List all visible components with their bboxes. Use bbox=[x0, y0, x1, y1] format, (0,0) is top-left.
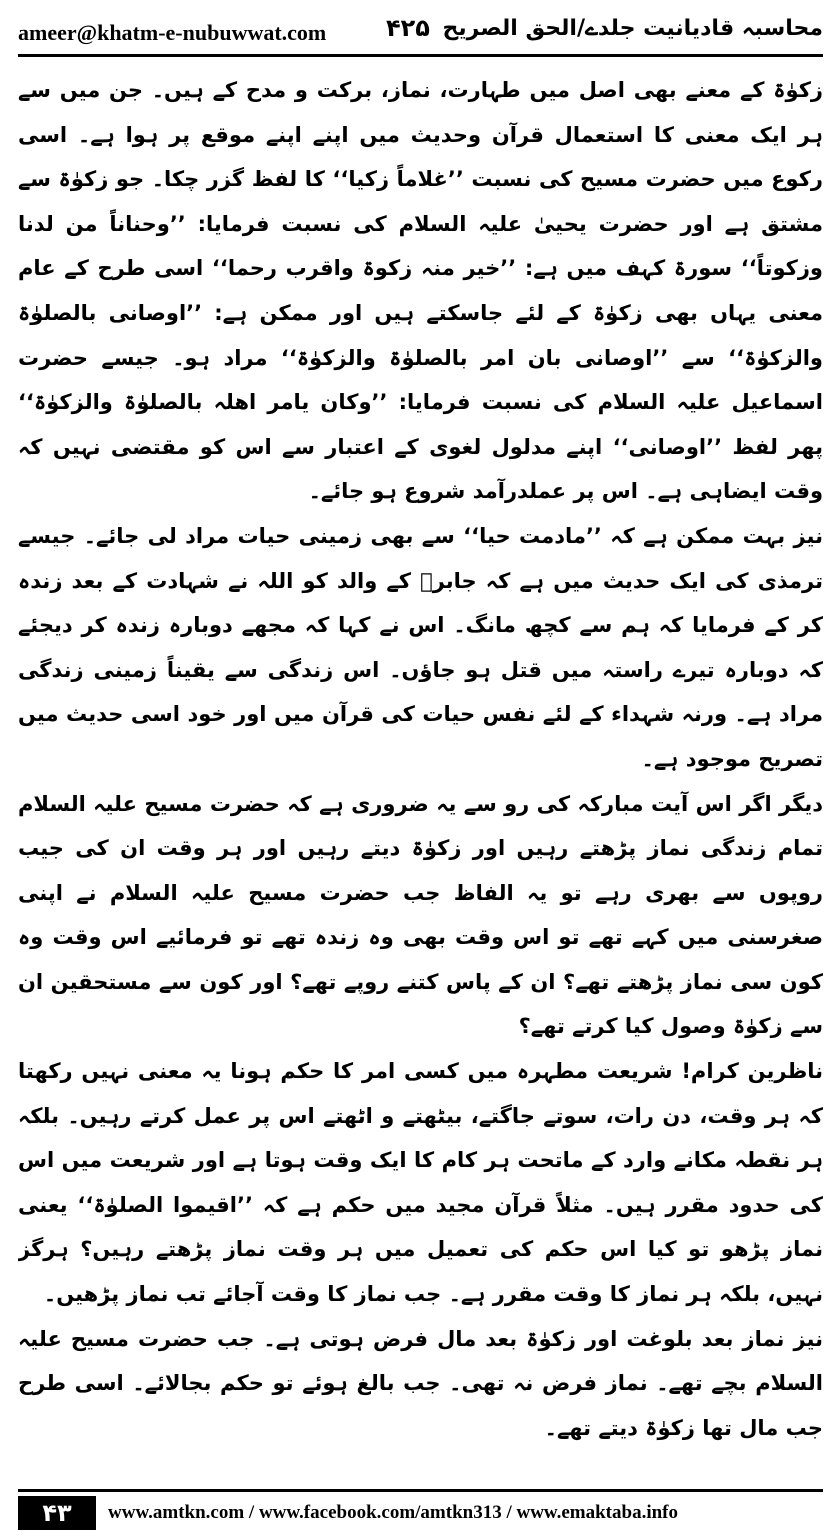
page-footer bbox=[18, 1496, 823, 1532]
paragraph-prayer-after-maturity: نیز نماز بعد بلوغت اور زکوٰۃ بعد مال فرض ہوتی ہے۔ جب حضرت مسیح علیہ السلام بچے تھے۔ نماز فرض نہ تھی۔ جب بالغ ہوئے تو حکم بجالائے۔ اسی طرح جب مال تھا زکوٰۃ دیتے تھے۔ bbox=[18, 1326, 823, 1440]
footer-page-number: ۴۳ bbox=[18, 1496, 96, 1530]
header-divider bbox=[18, 54, 823, 57]
footer-website-links: www.amtkn.com / www.facebook.com/amtkn313 / www.emaktaba.info bbox=[108, 1502, 678, 1523]
page-header bbox=[18, 14, 823, 54]
footer-divider bbox=[18, 1489, 823, 1492]
paragraph-further-argument: دیگر اگر اس آیت مبارکہ کی رو سے یہ ضروری ہے کہ حضرت مسیح علیہ السلام تمام زندگی نماز پڑھتے رہیں اور زکوٰۃ دیتے رہیں اور ہر وقت ان کی جیب روپوں سے بھری رہے تو یہ الفاظ جب حضرت مسیح علیہ السلام نے اپنی صغرسنی میں کہے تھے تو اس وقت بھی وہ زندہ تھے تو فرمائیے اس وقت وہ کون سی نماز پڑھتے تھے؟ ان کے پاس کتنے روپے تھے؟ اور کون سے مستحقین ان سے زکوٰۃ وصول کیا کرتے تھے؟ bbox=[18, 791, 823, 1039]
page-body bbox=[18, 68, 823, 1483]
header-book-title: محاسبہ قادیانیت جلدے/الحق الصریح bbox=[442, 16, 823, 41]
header-page-number: ۴۲۵ bbox=[386, 14, 430, 42]
paragraph-zakat-meaning: زکوٰۃ کے معنے بھی اصل میں طہارت، نماز، برکت و مدح کے ہیں۔ جن میں سے ہر ایک معنی کا استعمال قرآن وحدیث میں اپنے اپنے موقع پر ہوا ہے۔ اسی رکوع میں حضرت مسیح کی نسبت ’’غلاماً زکیا‘‘ کا لفظ گزر چکا۔ جو زکوٰۃ سے مشتق ہے اور حضرت یحییٰ علیہ السلام کی نسبت فرمایا: ’’وحناناً من لدنا وزکوتاً‘‘ سورۃ کہف میں ہے: ’’خیر منہ زکوۃ واقرب رحما‘‘ اسی طرح کے عام معنی یہاں بھی زکوٰۃ کے لئے جاسکتے ہیں اور ممکن ہے: ’’اوصانی بالصلوٰۃ والزکوٰۃ‘‘ سے ’’اوصانی بان امر بالصلوٰۃ والزکوٰۃ‘‘ مراد ہو۔ جیسے حضرت اسماعیل علیہ السلام کی نسبت فرمایا: ’’وکان یامر اھلہ بالصلوٰۃ والزکوٰۃ‘‘ پھر لفظ ’’اوصانی‘‘ اپنے مدلول لغوی کے اعتبار سے اس کو مقتضی نہیں کہ وقت ایضاہی ہے۔ اس پر عملدرآمد شروع ہو جائے۔ bbox=[18, 78, 823, 504]
paragraph-readers-note: ناظرین کرام! شریعت مطہرہ میں کسی امر کا حکم ہونا یہ معنی نہیں رکھتا کہ ہر وقت، دن رات، سوتے جاگتے، بیٹھتے و اٹھتے اس پر عمل کرتے رہیں۔ بلکہ ہر نقطہ مکانے وارد کے ماتحت ہر کام کا ایک وقت ہوتا ہے اور شریعت میں اس کی حدود مقرر ہیں۔ مثلاً قرآن مجید میں حکم ہے کہ ’’اقیموا الصلوٰۃ‘‘ یعنی نماز پڑھو تو کیا اس حکم کی تعمیل میں ہر وقت نماز پڑھتے رہیں؟ ہرگز نہیں، بلکہ ہر نماز کا وقت مقرر ہے۔ جب نماز کا وقت آجائے تب نماز پڑھیں۔ bbox=[18, 1059, 823, 1307]
paragraph-madamt-haya: نیز بہت ممکن ہے کہ ’’مادمت حیا‘‘ سے بھی زمینی حیات مراد لی جائے۔ جیسے ترمذی کی ایک حدیث میں ہے کہ جابرؓ کے والد کو اللہ نے شہادت کے بعد زندہ کر کے فرمایا کہ ہم سے کچھ مانگ۔ اس نے کہا کہ مجھے دوبارہ زندہ کر دیجئے کہ دوبارہ تیرے راستہ میں قتل ہو جاؤں۔ اس زندگی سے یقیناً زمینی زندگی مراد ہے۔ ورنہ شہداء کے لئے نفس حیات کی قرآن میں اور خود اسی حدیث میں تصریح موجود ہے۔ bbox=[18, 523, 823, 771]
header-email: ameer@khatm-e-nubuwwat.com bbox=[18, 20, 327, 45]
